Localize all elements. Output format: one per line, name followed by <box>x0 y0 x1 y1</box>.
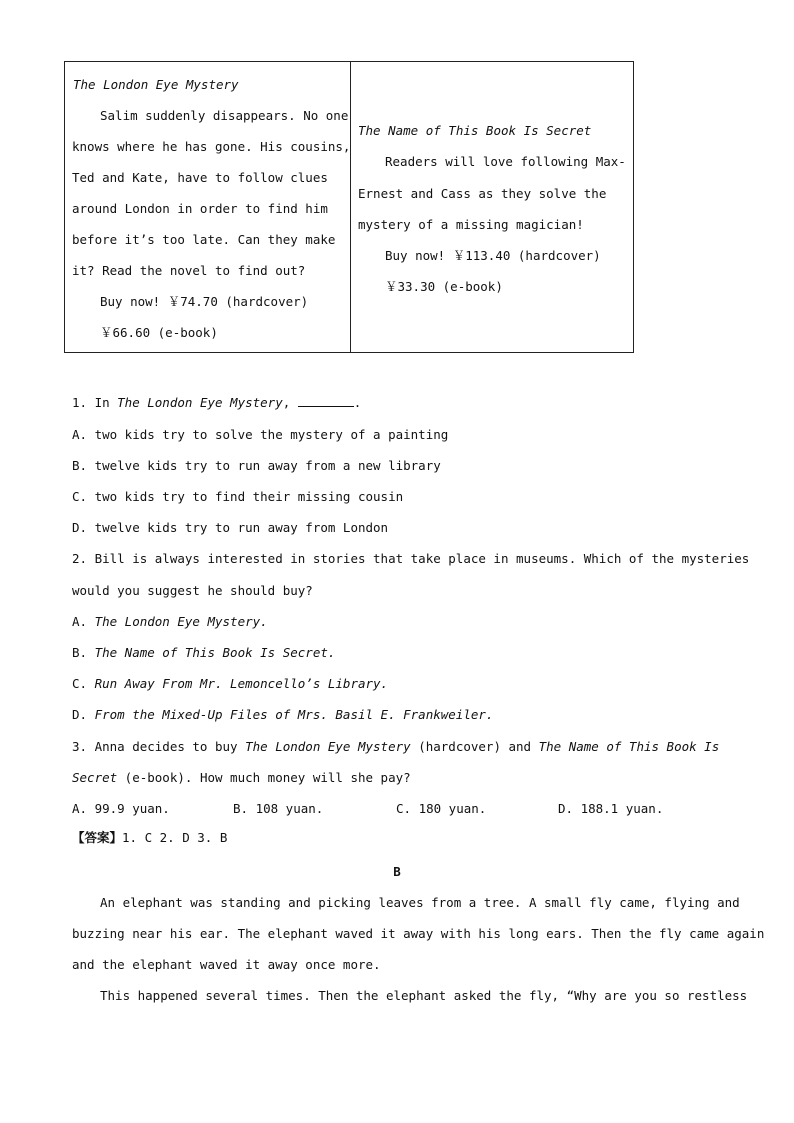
option-letter: A. <box>72 614 95 629</box>
option-a: A. 99.9 yuan. <box>72 801 170 816</box>
book-desc-line: Ted and Kate, have to follow clues <box>72 170 328 185</box>
option-c: C. two kids try to find their missing cousin <box>72 489 404 504</box>
question-text: 3. Anna decides to buy <box>72 739 246 754</box>
book-desc-line: before it’s too late. Can they make <box>72 232 336 247</box>
option-a <box>72 614 268 630</box>
book-desc-line: mystery of a missing magician! <box>358 217 584 232</box>
option-c <box>72 676 388 692</box>
book-title-ref: The Name of This Book Is <box>538 739 720 754</box>
book-desc-line: Salim suddenly disappears. No one <box>100 108 349 123</box>
option-letter: B. <box>72 645 95 660</box>
option-d: D. twelve kids try to run away from London <box>72 520 389 535</box>
book-price-ebook: ￥66.60 (e-book) <box>100 325 218 340</box>
answer-key <box>72 830 227 846</box>
option-letter: D. <box>72 707 95 722</box>
passage-line: This happened several times. Then the elephant asked the fly, “Why are you so restless <box>100 988 748 1003</box>
book-title-ref: The London Eye Mystery <box>117 395 283 410</box>
book-desc-line: around London in order to find him <box>72 201 328 216</box>
book-cell-london-eye <box>65 62 351 352</box>
question-text: (e-book). How much money will she pay? <box>117 770 411 785</box>
question-3 <box>72 739 719 755</box>
question-text: (hardcover) and <box>410 739 539 754</box>
option-d: D. 188.1 yuan. <box>558 801 664 816</box>
question-text: , <box>282 395 298 410</box>
option-b: B. twelve kids try to run away from a new library <box>72 458 441 473</box>
book-title: The Name of This Book Is Secret <box>358 123 592 138</box>
book-desc-line: Readers will love following Max- <box>385 154 626 169</box>
book-cell-name-secret <box>351 62 633 352</box>
book-desc-line: knows where he has gone. His cousins, <box>72 139 351 154</box>
option-text: The London Eye Mystery. <box>94 614 268 629</box>
option-d <box>72 707 493 723</box>
passage-line: An elephant was standing and picking leaves from a tree. A small fly came, flying and <box>100 895 740 910</box>
passage-line: and the elephant waved it away once more. <box>72 957 381 972</box>
section-heading: B <box>393 864 401 879</box>
option-text: The Name of This Book Is Secret. <box>94 645 336 660</box>
option-text: Run Away From Mr. Lemoncello’s Library. <box>94 676 389 691</box>
question-text: 1. In <box>72 395 118 410</box>
question-text: . <box>353 395 362 410</box>
passage-line: buzzing near his ear. The elephant waved it away with his long ears. Then the fly came again <box>72 926 765 941</box>
question-2: 2. Bill is always interested in stories that take place in museums. Which of the mysteries <box>72 551 750 566</box>
book-price-hardcover: Buy now! ￥74.70 (hardcover) <box>100 294 309 309</box>
question-3-cont <box>72 770 411 786</box>
answer-blank <box>298 395 354 407</box>
option-letter: C. <box>72 676 95 691</box>
option-b <box>72 645 335 661</box>
book-desc-line: it? Read the novel to find out? <box>72 263 306 278</box>
option-c: C. 180 yuan. <box>396 801 487 816</box>
book-price-ebook: ￥33.30 (e-book) <box>385 279 503 294</box>
book-title-ref: Secret <box>72 770 118 785</box>
book-table <box>64 61 634 353</box>
option-a: A. two kids try to solve the mystery of a painting <box>72 427 449 442</box>
option-text: From the Mixed-Up Files of Mrs. Basil E. Frankweiler. <box>94 707 494 722</box>
option-b: B. 108 yuan. <box>233 801 324 816</box>
book-title-ref: The London Eye Mystery <box>245 739 411 754</box>
book-desc-line: Ernest and Cass as they solve the <box>358 186 607 201</box>
question-2-cont: would you suggest he should buy? <box>72 583 313 598</box>
book-price-hardcover: Buy now! ￥113.40 (hardcover) <box>385 248 601 263</box>
answer-text: 1. C 2. D 3. B <box>122 830 228 845</box>
answer-label: 【答案】 <box>72 830 123 845</box>
book-title: The London Eye Mystery <box>73 77 239 92</box>
question-1 <box>72 395 361 411</box>
